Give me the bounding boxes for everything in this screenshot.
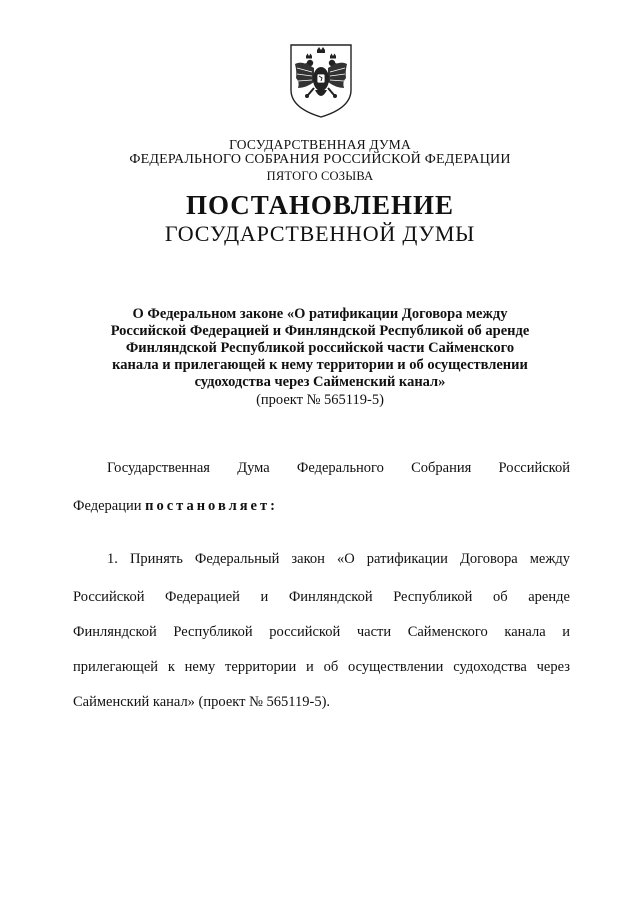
word: Федеральный: [194, 551, 280, 567]
preamble-line-1: [107, 460, 570, 477]
word: аренде: [528, 589, 570, 605]
word: Финляндской: [288, 589, 373, 605]
word: российской: [269, 624, 341, 640]
word: Федерацией: [165, 589, 240, 605]
word: Республикой: [393, 589, 473, 605]
subject-block: [70, 306, 570, 391]
word: части: [356, 624, 392, 640]
word: к: [167, 659, 175, 675]
word: Российской: [498, 460, 570, 476]
word: территории: [225, 659, 297, 675]
word: Договора: [459, 551, 518, 567]
word: нему: [184, 659, 216, 675]
word: и: [260, 589, 269, 605]
word: Финляндской: [73, 624, 157, 640]
word: и: [562, 624, 570, 640]
word: Российской: [73, 589, 145, 605]
word: судоходства: [453, 659, 527, 675]
word: Государственная: [107, 460, 210, 476]
document-title: ПОСТАНОВЛЕНИЕ: [185, 190, 455, 220]
word: осуществлении: [348, 659, 444, 675]
preamble-line-2: [73, 498, 570, 515]
word: между: [529, 551, 570, 567]
word: прилегающей: [73, 659, 159, 675]
subject-line: Финляндской Республикой российской части Сайменского: [125, 340, 515, 356]
word: 1.: [107, 551, 118, 567]
resolves-word: постановляет:: [145, 498, 278, 514]
paragraph-1-line-5: Сайменский канал» (проект № 565119-5).: [73, 694, 331, 710]
word: Республикой: [173, 624, 253, 640]
word: Федерального: [296, 460, 384, 476]
header-convocation: ПЯТОГО СОЗЫВА: [266, 169, 374, 183]
word: закон: [291, 551, 325, 567]
subject-line: Российской Федерацией и Финляндской Республикой об аренде: [110, 323, 530, 339]
project-number: (проект № 565119-5): [256, 392, 384, 408]
subject-line: судоходства через Сайменский канал»: [194, 374, 446, 390]
word: об: [493, 589, 508, 605]
word: Дума: [237, 460, 270, 476]
subject-line: О Федеральном законе «О ратификации Договора между: [132, 306, 508, 322]
word: об: [323, 659, 339, 675]
double-headed-eagle-icon: [288, 42, 354, 120]
word: «О: [336, 551, 355, 567]
header-duma: ГОСУДАРСТВЕННАЯ ДУМА: [229, 137, 411, 152]
header-federal-assembly: ФЕДЕРАЛЬНОГО СОБРАНИЯ РОССИЙСКОЙ ФЕДЕРАЦИИ: [129, 152, 511, 167]
paragraph-1-line-1: [107, 551, 570, 568]
emblem: [288, 42, 354, 120]
paragraph-1-line-3: [73, 624, 570, 641]
paragraph-1-line-4: [73, 659, 570, 676]
paragraph-1-line-2: [73, 589, 570, 606]
word: через: [536, 659, 570, 675]
word: и: [306, 659, 314, 675]
word: Принять: [129, 551, 183, 567]
word: Собрания: [411, 460, 472, 476]
document-subtitle: ГОСУДАРСТВЕННОЙ ДУМЫ: [164, 221, 476, 246]
preamble-subject: Федерации: [73, 498, 146, 514]
subject-line: канала и прилегающей к нему территории и об осуществлении: [112, 357, 528, 373]
word: Сайменского: [407, 624, 488, 640]
word: канала: [504, 624, 546, 640]
word: ратификации: [366, 551, 448, 567]
